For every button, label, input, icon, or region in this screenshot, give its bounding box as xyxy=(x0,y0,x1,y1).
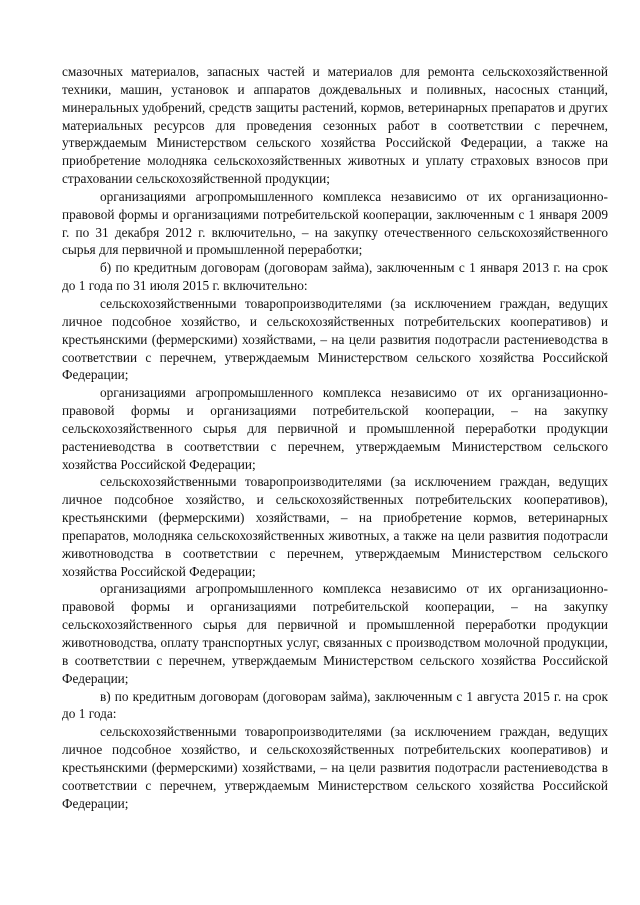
paragraph-item-v: в) по кредитным договорам (договорам займа), заключенным с 1 августа 2015 г. на срок до 1 года: xyxy=(62,688,608,722)
paragraph-agro-organizations-2009: организациями агропромышленного комплекса независимо от их организационно-правовой формы и организациями потребительской кооперации, заключенным с 1 января 2009 г. по 31 декабря 2012 г. включительно, – на закупку отечественного сельскохозяйственного сырья для первичной и промышленной переработки; xyxy=(62,188,608,258)
paragraph-agro-organizations-crops: организациями агропромышленного комплекса независимо от их организационно-правовой формы и организациями потребительской кооперации, – на закупку сельскохозяйственного сырья для первичной и промышленной переработки продукции растениеводства в соответствии с перечнем, утверждаемым Министерством сельского хозяйства Российской Федерации; xyxy=(62,385,608,472)
paragraph-producers-crops: сельскохозяйственными товаропроизводителями (за исключением граждан, ведущих личное подсобное хозяйство, и сельскохозяйственных потребительских кооперативов) и крестьянскими (фермерскими) хозяйствами, – на цели развития подотрасли растениеводства в соответствии с перечнем, утверждаемым Министерством сельского хозяйства Российской Федерации; xyxy=(62,295,608,383)
paragraph-continuation: смазочных материалов, запасных частей и материалов для ремонта сельскохозяйственной техники, машин, установок и аппаратов дождевальных и поливных, насосных станций, минеральных удобрений, средств защиты растений, кормов, ветеринарных препаратов и других материальных ресурсов для проведения сезонных работ в соответствии с перечнем, утверждаемым Министерством сельского хозяйства Российской Федерации, а также на приобретение молодняка сельскохозяйственных животных и уплату страховых взносов при страховании сельскохозяйственной продукции; xyxy=(62,64,608,187)
paragraph-agro-organizations-livestock: организациями агропромышленного комплекса независимо от их организационно-правовой формы и организациями потребительской кооперации, – на закупку сельскохозяйственного сырья для первичной и промышленной переработки продукции животноводства, оплату транспортных услуг, связанных с производством молочной продукции, в соответствии с перечнем, утверждаемым Министерством сельского хозяйства Российской Федерации; xyxy=(62,581,608,686)
paragraph-producers-crops-2015: сельскохозяйственными товаропроизводителями (за исключением граждан, ведущих личное подсобное хозяйство, и сельскохозяйственных потребительских кооперативов) и крестьянскими (фермерскими) хозяйствами, – на цели развития подотрасли растениеводства в соответствии с перечнем, утверждаемым Министерством сельского хозяйства Российской Федерации; xyxy=(62,724,608,811)
paragraph-producers-livestock: сельскохозяйственными товаропроизводителями (за исключением граждан, ведущих личное подсобное хозяйство, и сельскохозяйственных потребительских кооперативов), крестьянскими (фермерскими) хозяйствами, – на приобретение кормов, ветеринарных препаратов, молодняка сельскохозяйственных животных, а также на цели развития подотрасли животноводства в соответствии с перечнем, утверждаемым Министерством сельского хозяйства Российской Федерации; xyxy=(62,474,608,579)
document-page xyxy=(62,63,608,812)
paragraph-item-b: б) по кредитным договорам (договорам займа), заключенным с 1 января 2013 г. на срок до 1 года по 31 июля 2015 г. включительно: xyxy=(62,260,608,294)
